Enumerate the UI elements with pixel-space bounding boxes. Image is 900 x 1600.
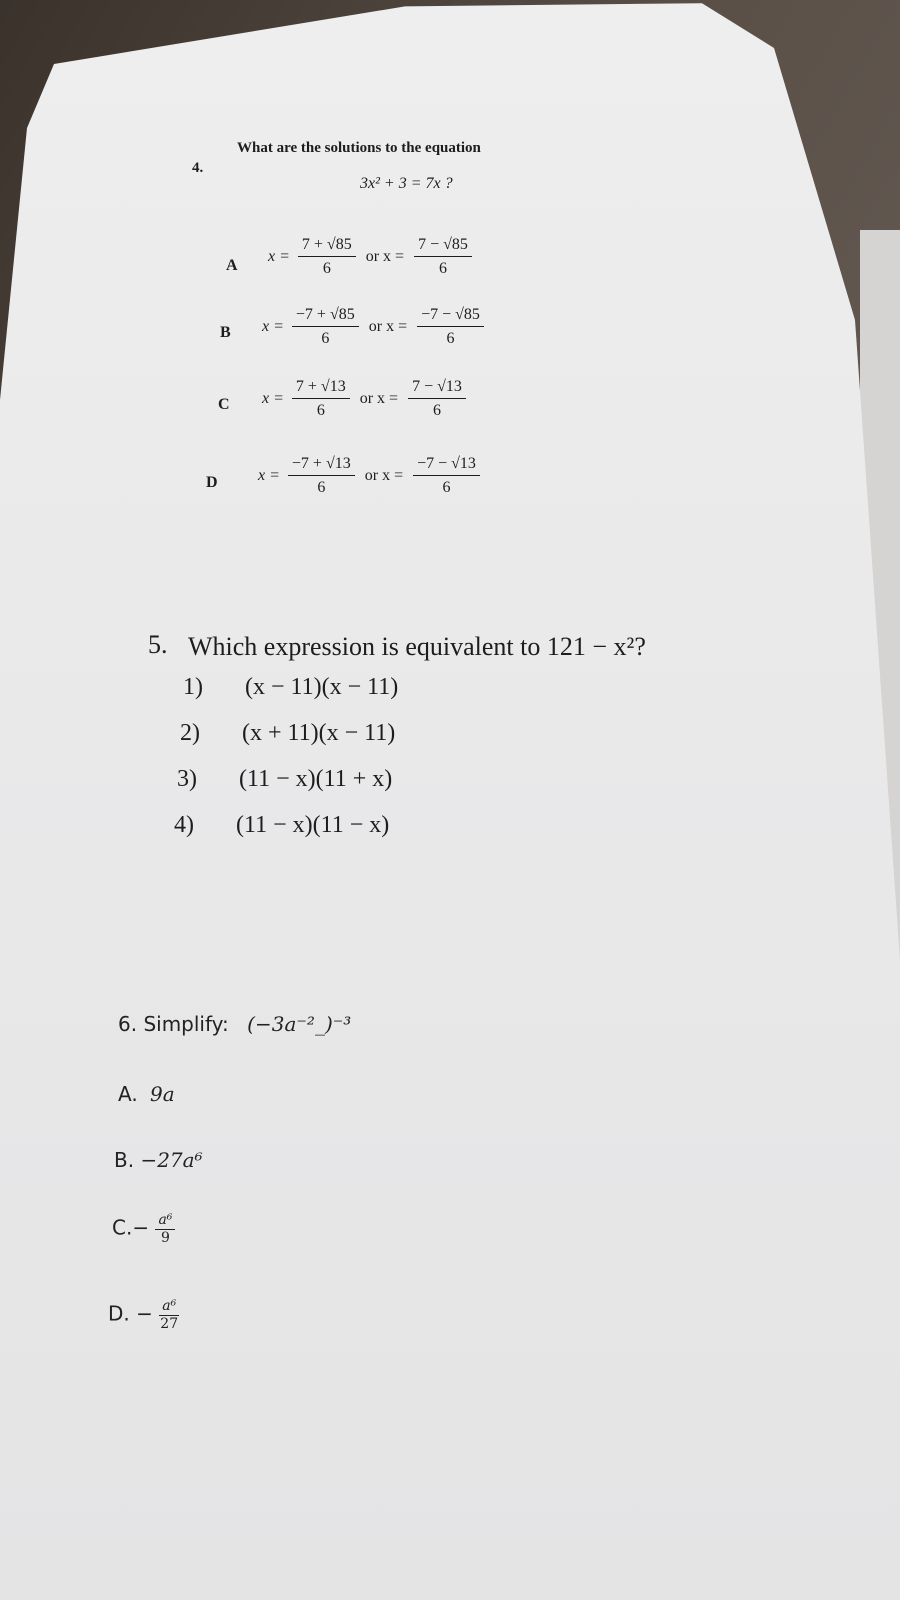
numerator: 7 − √13: [408, 378, 466, 399]
option-label: B.: [114, 1148, 135, 1172]
numerator: −7 − √85: [417, 306, 484, 327]
numerator: −7 + √85: [292, 306, 359, 327]
option-expression: (x − 11)(x − 11): [245, 674, 399, 700]
numerator: −7 − √13: [413, 455, 480, 476]
fraction-2: [417, 306, 484, 348]
option-value: −27a⁶: [140, 1148, 203, 1172]
q4-option-letter: D: [206, 474, 218, 491]
denominator: 6: [316, 402, 325, 419]
option-label: A.: [118, 1082, 138, 1106]
fraction-2: [413, 455, 480, 497]
fraction-2: [414, 236, 472, 278]
fraction-1: [292, 306, 359, 348]
q5-question: Which expression is equivalent to 121 − x²?: [188, 632, 646, 661]
q5-option-1: [183, 674, 398, 701]
fraction-2: [408, 378, 466, 420]
denominator: 6: [317, 479, 326, 496]
denominator: 6: [446, 330, 455, 347]
option-number: 4): [174, 812, 194, 838]
denominator: 6: [322, 260, 331, 277]
denominator: 6: [442, 479, 451, 496]
q4-option-letter: C: [218, 396, 230, 413]
or-label: or x =: [368, 318, 408, 335]
option-number: 1): [183, 674, 203, 700]
denominator: 6: [432, 402, 441, 419]
denominator: 6: [321, 330, 330, 347]
q4-option-a: [268, 236, 476, 278]
fraction-1: [292, 378, 350, 420]
q6-option-b: [114, 1148, 203, 1172]
q6-prompt: [118, 1012, 351, 1036]
q4-option-letter: B: [220, 324, 231, 341]
option-expression: (11 − x)(11 − x): [236, 812, 390, 838]
option-number: 2): [180, 720, 200, 746]
q4-option-letter: A: [226, 257, 238, 274]
q5-option-2: [180, 720, 395, 747]
or-label: or x =: [365, 248, 405, 265]
numerator: 7 + √85: [298, 236, 356, 257]
option-expression: (x + 11)(x − 11): [242, 720, 396, 746]
numerator: a⁶: [155, 1212, 175, 1230]
option-value: 9a: [150, 1082, 175, 1106]
option-number: 3): [177, 766, 197, 792]
numerator: −7 + √13: [288, 455, 355, 476]
lhs-label: x =: [268, 248, 290, 265]
q6-expression: (−3a⁻²_)⁻³: [247, 1012, 352, 1036]
denominator: 27: [160, 1316, 179, 1332]
option-expression: (11 − x)(11 + x): [239, 766, 393, 792]
q5-number: 5.: [148, 630, 168, 659]
or-label: or x =: [364, 467, 404, 484]
option-label: C.−: [112, 1215, 150, 1240]
q6-option-c: [112, 1212, 175, 1246]
q4-question: What are the solutions to the equation: [237, 140, 481, 156]
denominator: 6: [438, 260, 447, 277]
option-fraction: [155, 1212, 175, 1246]
fraction-1: [288, 455, 355, 497]
q6-option-d: [108, 1298, 179, 1332]
q4-option-c: [262, 378, 470, 420]
numerator: 7 + √13: [292, 378, 350, 399]
q4-option-d: [258, 455, 484, 497]
lhs-label: x =: [262, 390, 284, 407]
lhs-label: x =: [262, 318, 284, 335]
q4-option-b: [262, 306, 488, 348]
option-fraction: [159, 1298, 179, 1332]
numerator: a⁶: [159, 1298, 179, 1316]
option-label: D. −: [108, 1301, 153, 1326]
q4-equation: 3x² + 3 = 7x ?: [360, 175, 453, 192]
fraction-1: [298, 236, 356, 278]
q5-option-3: [177, 766, 392, 793]
denominator: 9: [160, 1230, 170, 1246]
or-label: or x =: [359, 390, 399, 407]
numerator: 7 − √85: [414, 236, 472, 257]
q6-label: 6. Simplify:: [118, 1012, 229, 1036]
q6-option-a: [118, 1082, 175, 1106]
lhs-label: x =: [258, 467, 280, 484]
q4-number: 4.: [192, 160, 204, 176]
q5-option-4: [174, 812, 389, 839]
